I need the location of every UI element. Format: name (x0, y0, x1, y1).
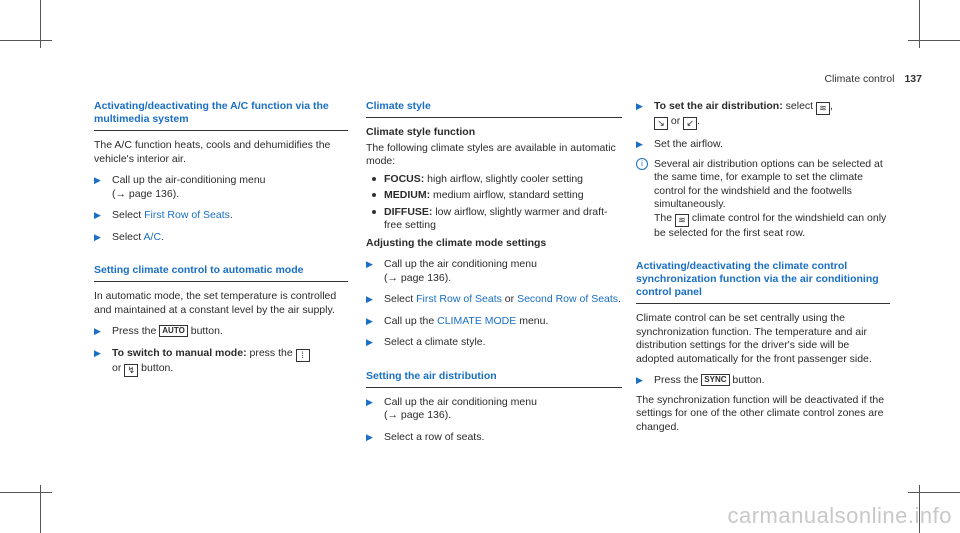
step-select-row: ▶ Select First Row of Seats or Second Row of Seats. (366, 293, 622, 307)
step-select-ac: ▶ Select A/C. (94, 231, 348, 245)
column-1 (94, 100, 348, 383)
page-title: Climate control (824, 73, 895, 85)
menu-link-first-row[interactable]: First Row of Seats (144, 209, 230, 221)
page-header (824, 73, 922, 85)
sync-key-icon: SYNC (701, 374, 729, 386)
subhead-climate-style-function: Climate style function (366, 126, 476, 138)
crop-mark (0, 40, 52, 41)
info-icon: i (636, 158, 648, 170)
step-set-air-distribution: ▶ To set the air distribution: select ≋ , ↘ or ↙ . (636, 100, 890, 130)
page-reference[interactable]: (→ page 136). (112, 187, 180, 200)
section-heading-auto: Setting climate control to automatic mode (94, 264, 348, 282)
step-press-auto: ▶ Press the AUTO button. (94, 325, 348, 339)
list-item: MEDIUM: medium airflow, standard setting (366, 189, 622, 203)
section-heading-sync: Activating/deactivating the climate control synchronization function via the air conditioning control panel (636, 260, 890, 304)
crop-mark (908, 492, 960, 493)
windshield-airflow-icon: ≋ (675, 214, 689, 227)
note: i Several air distribution options can be selected at the same time, for example to set the climate control for the windshield and the footwells simultaneously. The ≋ climate control for the windshield can only be selected for the first seat row. (636, 158, 890, 241)
fan-manual-icon: ⁞ (296, 349, 310, 362)
step-manual-mode: ▶ To switch to manual mode: press the ⁞ or ↯ button. (94, 347, 348, 377)
step-press-sync: ▶ Press the SYNC button. (636, 374, 890, 388)
sync-intro: Climate control can be set centrally using the synchronization function. The temperature and air distribution settings for the driver's side will be adopted automatically for the front passenger side. (636, 312, 872, 365)
step-set-airflow: ▶ Set the airflow. (636, 138, 890, 152)
crop-mark (0, 492, 52, 493)
step-select-style: ▶ Select a climate style. (366, 336, 622, 350)
column-3 (636, 100, 890, 438)
menu-link-ac[interactable]: A/C (143, 230, 162, 243)
windshield-airflow-icon: ≋ (816, 102, 830, 115)
list-item: DIFFUSE: low airflow, slightly warmer and draft-free setting (366, 206, 622, 233)
step-call-menu: ▶ Call up the air-conditioning menu (→ page 136). (94, 174, 348, 201)
step-call-menu: ▶ Call up the air conditioning menu (→ page 136). (366, 396, 622, 423)
section-heading-air-distribution: Setting the air distribution (366, 370, 622, 388)
menu-link-second-row[interactable]: Second Row of Seats (517, 293, 619, 305)
menu-link-climate-mode[interactable]: CLIMATE MODE (437, 314, 517, 327)
page-reference[interactable]: (→ page 136). (384, 409, 452, 421)
auto-key-icon: AUTO (159, 325, 188, 337)
section-heading-ac: Activating/deactivating the A/C function via the multimedia system (94, 100, 348, 131)
subhead-adjusting: Adjusting the climate mode settings (366, 236, 547, 249)
crop-mark (908, 40, 960, 41)
airflow-icon: ↯ (124, 364, 138, 377)
footwell-airflow-icon: ↙ (683, 117, 697, 130)
section-heading-climate-style: Climate style (366, 100, 622, 118)
column-2 (366, 100, 622, 450)
page-number: 137 (904, 73, 922, 85)
watermark: carmanualsonline.info (727, 503, 952, 528)
climate-style-intro: The following climate styles are available in automatic mode: (366, 141, 616, 167)
step-select-row: ▶ Select a row of seats. (366, 431, 622, 445)
sync-outro: The synchronization function will be deactivated if the settings for one of the other climate control zones are changed. (636, 393, 885, 433)
step-select-row: ▶ Select First Row of Seats. (94, 209, 348, 223)
step-climate-mode-menu: ▶ Call up the CLIMATE MODE menu. (366, 315, 622, 329)
chest-airflow-icon: ↘ (654, 117, 668, 130)
menu-link-first-row[interactable]: First Row of Seats (416, 293, 502, 305)
page-reference[interactable]: (→ page 136). (384, 271, 452, 284)
list-item: FOCUS: high airflow, slightly cooler setting (366, 173, 622, 187)
auto-text: In automatic mode, the set temperature is controlled and maintained at a constant level by the air supply. (94, 290, 337, 316)
step-call-menu: ▶ Call up the air conditioning menu (→ page 136). (366, 258, 622, 285)
ac-intro: The A/C function heats, cools and dehumidifies the vehicle's interior air. (94, 139, 331, 165)
